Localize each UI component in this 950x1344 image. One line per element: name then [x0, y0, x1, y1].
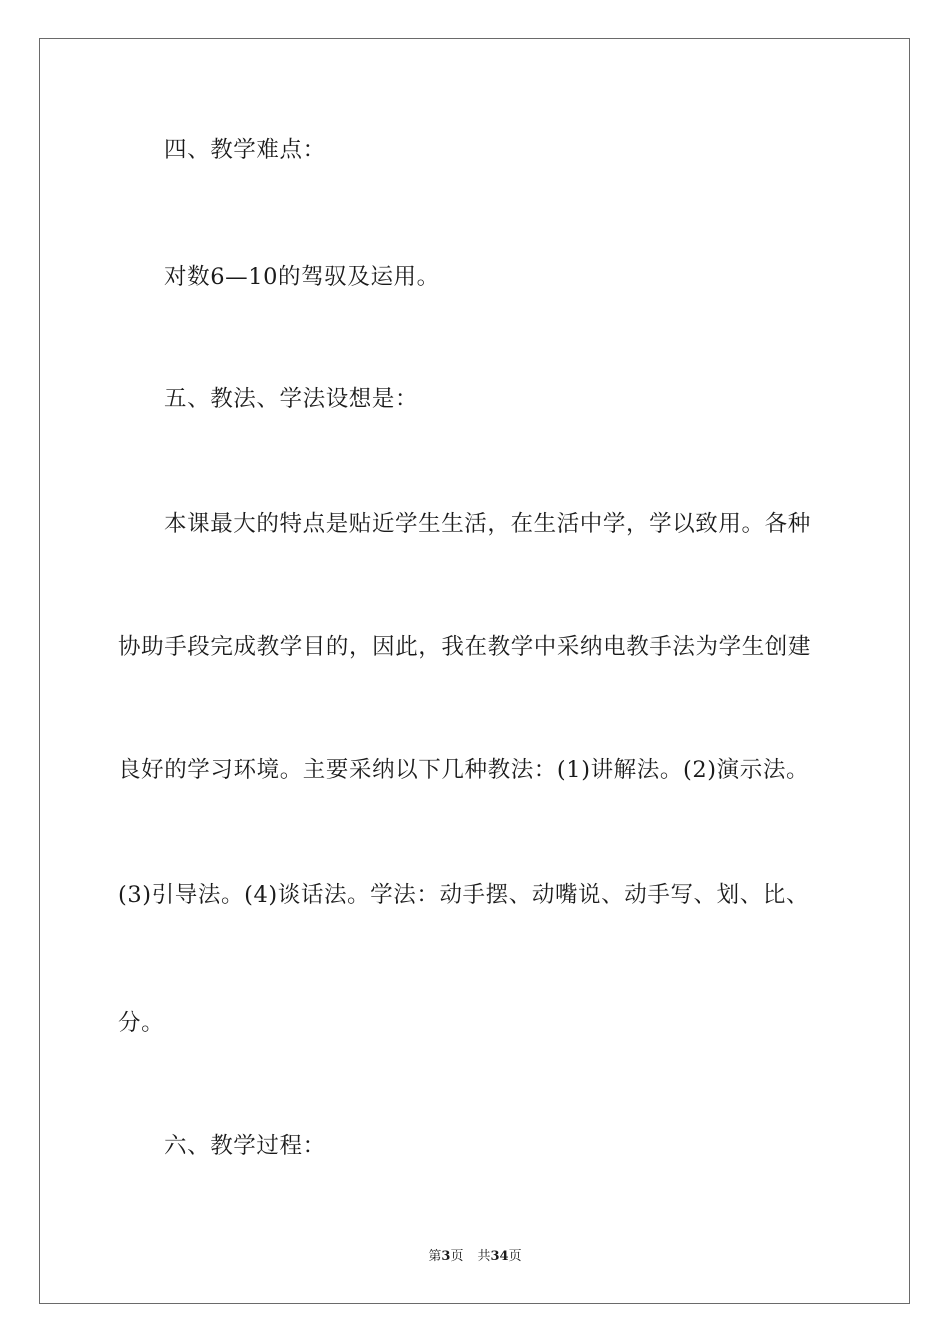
paragraph-methods-line-3: 良好的学习环境。主要采纳以下几种教法：(1)讲解法。(2)演示法。: [118, 757, 810, 783]
heading-teaching-process: 六、教学过程：: [164, 1133, 326, 1159]
paragraph-methods-line-2: 协助手段完成教学目的，因此，我在教学中采纳电教手法为学生创建: [118, 634, 812, 660]
paragraph-difficulty-content: 对数6—10的驾驭及运用。: [164, 264, 440, 290]
page-footer: [0, 1248, 950, 1266]
footer-page-number: 3: [441, 1249, 451, 1264]
footer-total-pages: 34: [490, 1249, 509, 1264]
footer-total-prefix: 共: [477, 1249, 491, 1264]
footer-page-suffix: 页: [450, 1249, 464, 1264]
paragraph-methods-line-4: (3)引导法。(4)谈话法。学法：动手摆、动嘴说、动手写、划、比、: [118, 882, 810, 908]
heading-teaching-difficulty: 四、教学难点：: [164, 137, 326, 163]
heading-teaching-methods: 五、教法、学法设想是：: [164, 386, 419, 412]
page-border: [39, 38, 910, 1304]
footer-page-prefix: 第: [428, 1249, 442, 1264]
paragraph-methods-line-1: 本课最大的特点是贴近学生生活，在生活中学，学以致用。各种: [164, 511, 811, 537]
paragraph-methods-line-5: 分。: [118, 1010, 165, 1036]
footer-total-suffix: 页: [508, 1249, 522, 1264]
